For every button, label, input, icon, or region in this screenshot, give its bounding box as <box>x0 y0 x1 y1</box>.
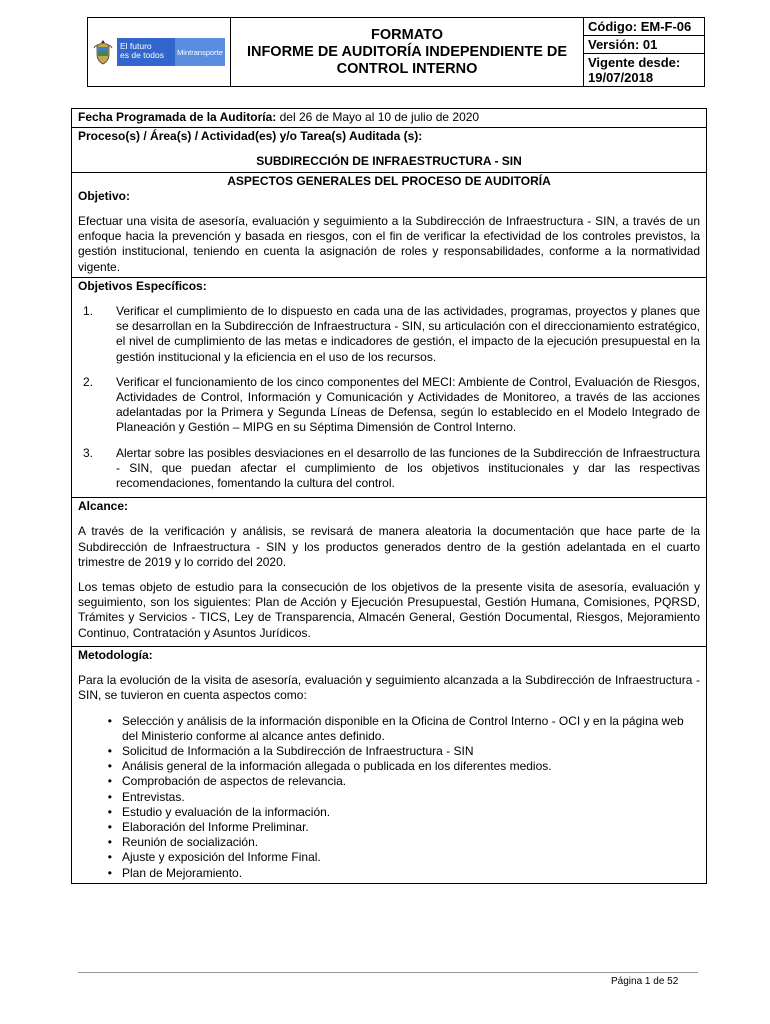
process-value: SUBDIRECCIÓN DE INFRAESTRUCTURA - SIN <box>256 154 522 169</box>
bullet-icon: • <box>107 804 112 819</box>
specific-objectives-label: Objetivos Específicos: <box>78 278 207 293</box>
list-item <box>78 820 700 835</box>
objective-label: Objetivo: <box>78 188 131 203</box>
item-text: Elaboración del Informe Preliminar. <box>122 819 309 834</box>
list-item <box>78 850 700 865</box>
valid-from-date: 19/07/2018 <box>588 70 654 85</box>
item-text: Verificar el funcionamiento de los cinco componentes del MECI: Ambiente de Control, Evaluación de Riesgos, Actividades de Control, Información y Comunicación y Actividades de Monitoreo, a través de las acciones adelantadas por la Primera y Segunda Líneas de Defensa, según lo establecido en el Modelo Integrado de Planeación y Gestión – MIPG en su Séptima Dimensión de Control Interno. <box>116 374 700 435</box>
item-text: Plan de Mejoramiento. <box>122 865 243 880</box>
document-header <box>87 17 705 87</box>
bullet-icon: • <box>107 850 112 865</box>
list-item <box>78 774 700 789</box>
specific-objectives-list <box>78 304 700 491</box>
list-item <box>78 805 700 820</box>
bullet-icon: • <box>107 789 112 804</box>
coat-of-arms-icon <box>93 38 113 66</box>
item-text: Estudio y evaluación de la información. <box>122 804 331 819</box>
valid-from-label: Vigente desde: <box>588 55 681 70</box>
objective-text: Efectuar una visita de asesoría, evaluación y seguimiento a la Subdirección de Infraestructura - SIN, a través de un enfoque hacia la prevención y basada en riesgos, con el fin de verificar la efectividad de los controles previstos, la gestión institucional, teniendo en cuenta la asignación de roles y responsabilidades, conforme a la normatividad vigente. <box>78 214 700 274</box>
document-version: Versión: 01 <box>584 36 704 54</box>
item-text: Selección y análisis de la información disponible en la Oficina de Control Interno - OCI y en la página web del Ministerio conforme al alcance antes definido. <box>122 713 684 743</box>
logo-cell <box>88 18 231 86</box>
bullet-icon: • <box>107 759 112 774</box>
process-label: Proceso(s) / Área(s) / Actividad(es) y/o Tarea(s) Auditada (s): <box>78 129 423 144</box>
list-item <box>78 759 700 774</box>
list-item <box>78 714 700 744</box>
bullet-icon: • <box>107 865 112 880</box>
report-body <box>71 108 707 884</box>
scope-paragraph-1: A través de la verificación y análisis, se revisará de manera aleatoria la documentación que hace parte de la Subdirección de Infraestructura - SIN y los productos generados dentro de la gestión adelantada en el cuarto trimestre de 2019 y lo corrido del 2020. <box>78 524 700 569</box>
methodology-intro: Para la evolución de la visita de asesoría, evaluación y seguimiento alcanzada a la Subdirección de Infraestructura - SIN, se tuvieron en cuenta aspectos como: <box>78 673 700 703</box>
section-title: ASPECTOS GENERALES DEL PROCESO DE AUDITORÍA <box>227 173 551 188</box>
specific-objectives-row <box>72 278 706 498</box>
methodology-row <box>72 647 706 883</box>
item-text: Verificar el cumplimiento de lo dispuesto en cada una de las actividades, programas, proyectos y planes que se desarrollan en la Subdirección de Infraestructura - SIN, su articulación con el direccionamiento estratégico, el nivel de cumplimiento de las metas e indicadores de gestión, el impacto de la ejecución presupuestal en la gestión institucional y la eficiencia en el uso de los recursos. <box>116 304 700 364</box>
methodology-label: Metodología: <box>78 647 153 662</box>
bullet-icon: • <box>107 774 112 789</box>
bullet-icon: • <box>107 743 112 758</box>
page-number: Página 1 de 52 <box>611 976 679 987</box>
item-text: Entrevistas. <box>122 789 185 804</box>
item-number: 2. <box>83 374 94 389</box>
audit-date-value: del 26 de Mayo al 10 de julio de 2020 <box>279 110 480 124</box>
audit-date-label: Fecha Programada de la Auditoría: <box>78 110 277 124</box>
brand-line-2: es de todos <box>120 50 164 60</box>
scope-paragraph-2: Los temas objeto de estudio para la consecución de los objetivos de la presente visita de asesoría, evaluación y seguimiento, son los siguientes: Plan de Acción y Ejecución Presupuestal, Gestión Humana, Comisiones, PQRSD, Trámites y Servicios - TICS, Ley de Transparencia, Almacén General, Gestión Documental, Riesgos, Mejoramiento Continuo, Contratación y Asuntos Jurídicos. <box>78 580 700 640</box>
ministry-name: Mintransporte <box>175 38 225 66</box>
list-item <box>78 744 700 759</box>
title-line-3: CONTROL INTERNO <box>336 60 478 77</box>
item-text: Solicitud de Información a la Subdirección de Infraestructura - SIN <box>122 743 474 758</box>
item-text: Alertar sobre las posibles desviaciones en el desarrollo de las funciones de la Subdirección de Infraestructura - SIN, que puedan afectar el cumplimiento de los objetivos institucionales y dar las respectivas recomendaciones, fomentando la cultura del control. <box>116 445 700 491</box>
valid-from <box>584 54 704 86</box>
methodology-list <box>78 714 700 881</box>
title-line-1: FORMATO <box>371 26 443 43</box>
document-code: Código: EM-F-06 <box>584 18 704 36</box>
scope-label: Alcance: <box>78 499 129 514</box>
brand-logo <box>117 38 225 66</box>
item-number: 3. <box>83 445 94 460</box>
document-title <box>231 18 584 86</box>
brand-slogan <box>117 38 175 66</box>
brand-line-1: El futuro <box>120 41 152 51</box>
list-item <box>78 866 700 881</box>
objective-row <box>72 173 706 278</box>
process-row <box>72 128 706 172</box>
footer-divider <box>78 972 698 973</box>
item-number: 1. <box>83 304 94 319</box>
item-text: Análisis general de la información allegada o publicada en los diferentes medios. <box>122 759 552 774</box>
list-item <box>78 835 700 850</box>
item-text: Comprobación de aspectos de relevancia. <box>122 774 347 789</box>
item-text: Reunión de socialización. <box>122 835 259 850</box>
bullet-icon: • <box>107 713 112 728</box>
bullet-icon: • <box>107 819 112 834</box>
document-meta <box>584 18 704 86</box>
list-item <box>78 446 700 492</box>
audit-date-row <box>72 109 706 128</box>
item-text: Ajuste y exposición del Informe Final. <box>122 850 321 865</box>
list-item <box>78 304 700 365</box>
bullet-icon: • <box>107 835 112 850</box>
title-line-2: INFORME DE AUDITORÍA INDEPENDIENTE DE <box>246 43 568 60</box>
list-item <box>78 790 700 805</box>
scope-row <box>72 498 706 647</box>
list-item <box>78 375 700 436</box>
